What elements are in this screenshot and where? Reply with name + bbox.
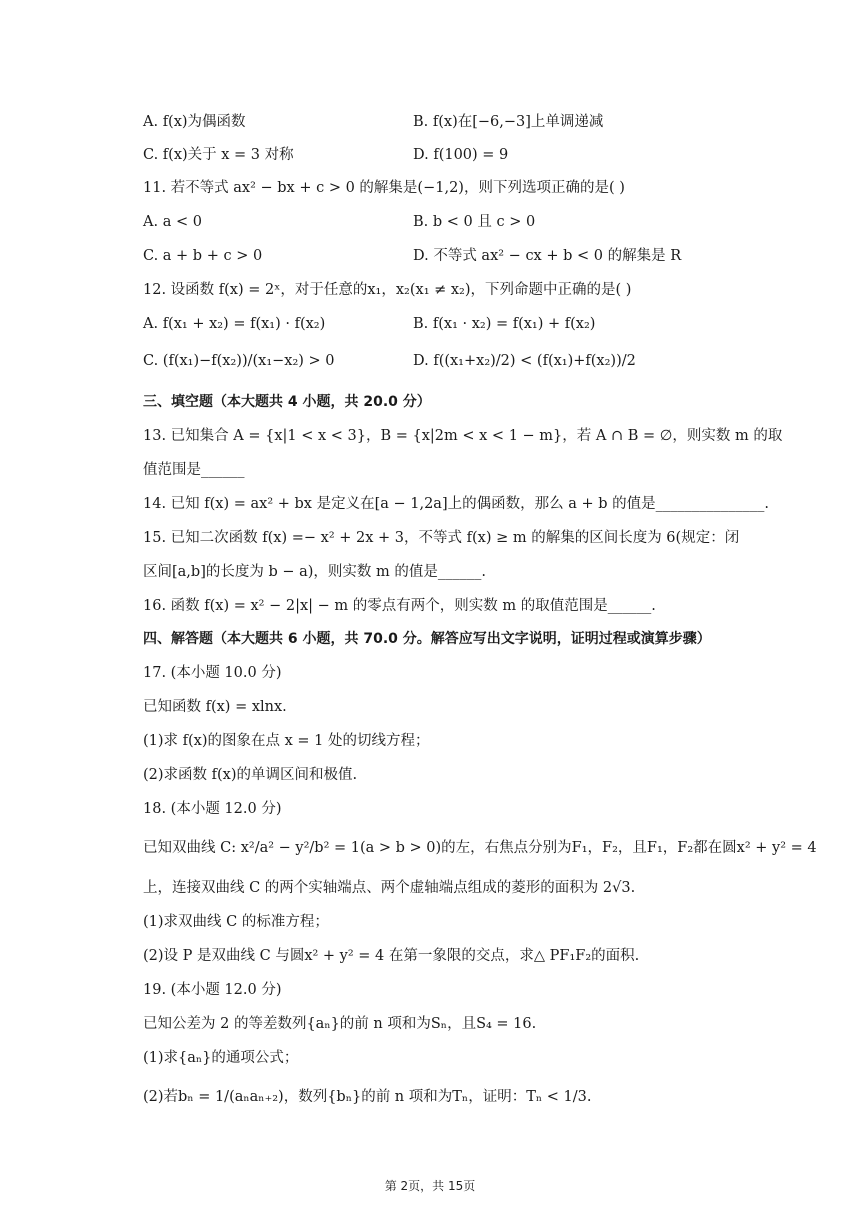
option-a: A. f(x₁ + x₂) = f(x₁) · f(x₂): [143, 316, 326, 332]
option-c: C. (f(x₁)−f(x₂))/(x₁−x₂) > 0: [143, 353, 335, 369]
question-18-part-1: (1)求双曲线 C 的标准方程；: [143, 914, 329, 930]
section-heading: 三、填空题（本大题共 4 小题，共 20.0 分）: [143, 394, 431, 410]
page-footer: 第 2页，共 15页: [384, 1179, 476, 1193]
question-11-stem: 11. 若不等式 ax² − bx + c > 0 的解集是(−1,2)，则下列选项正确的是( ): [143, 180, 625, 196]
option-d: D. 不等式 ax² − cx + b < 0 的解集是 R: [413, 248, 682, 264]
question-17-stem: 已知函数 f(x) = xlnx.: [143, 699, 287, 715]
question-15-line-1: 15. 已知二次函数 f(x) =− x² + 2x + 3，不等式 f(x) ≥ m 的解集的区间长度为 6(规定：闭: [143, 530, 740, 546]
option-a: A. a < 0: [143, 214, 202, 230]
option-d: D. f((x₁+x₂)/2) < (f(x₁)+f(x₂))/2: [413, 353, 636, 369]
question-12-stem: 12. 设函数 f(x) = 2ˣ，对于任意的x₁，x₂(x₁ ≠ x₂)，下列命题中正确的是( ): [143, 282, 632, 298]
question-18-part-2: (2)设 P 是双曲线 C 与圆x² + y² = 4 在第一象限的交点，求△ PF₁F₂的面积.: [143, 948, 640, 964]
option-a: A. f(x)为偶函数: [143, 114, 246, 130]
option-d: D. f(100) = 9: [413, 147, 509, 163]
question-15-line-2: 区间[a,b]的长度为 b − a)，则实数 m 的值是______.: [143, 564, 486, 580]
question-19-header: 19. (本小题 12.0 分): [143, 982, 282, 998]
section-heading: 四、解答题（本大题共 6 小题，共 70.0 分。解答应写出文字说明，证明过程或演算步骤）: [143, 631, 711, 647]
question-16: 16. 函数 f(x) = x² − 2|x| − m 的零点有两个，则实数 m 的取值范围是______.: [143, 598, 656, 614]
question-17-part-2: (2)求函数 f(x)的单调区间和极值.: [143, 767, 358, 783]
question-18-line-2: 上，连接双曲线 C 的两个实轴端点、两个虚轴端点组成的菱形的面积为 2√3.: [143, 880, 636, 896]
question-19-stem: 已知公差为 2 的等差数列{aₙ}的前 n 项和为Sₙ，且S₄ = 16.: [143, 1016, 537, 1032]
question-18-header: 18. (本小题 12.0 分): [143, 801, 282, 817]
question-13-line-1: 13. 已知集合 A = {x|1 < x < 3}，B = {x|2m < x < 1 − m}，若 A ∩ B = ∅，则实数 m 的取: [143, 428, 783, 444]
question-19-part-2: (2)若bₙ = 1/(aₙaₙ₊₂)，数列{bₙ}的前 n 项和为Tₙ，证明：Tₙ < 1/3.: [143, 1089, 592, 1105]
option-b: B. f(x)在[−6,−3]上单调递减: [413, 114, 604, 130]
question-19-part-1: (1)求{aₙ}的通项公式；: [143, 1050, 299, 1066]
question-18-line-1: 已知双曲线 C: x²/a² − y²/b² = 1(a > b > 0)的左，右焦点分别为F₁，F₂，且F₁，F₂都在圆x² + y² = 4: [143, 840, 817, 856]
question-13-line-2: 值范围是______: [143, 462, 245, 478]
option-c: C. f(x)关于 x = 3 对称: [143, 147, 294, 163]
option-b: B. b < 0 且 c > 0: [413, 214, 536, 230]
option-b: B. f(x₁ · x₂) = f(x₁) + f(x₂): [413, 316, 596, 332]
question-17-part-1: (1)求 f(x)的图象在点 x = 1 处的切线方程；: [143, 733, 430, 749]
option-c: C. a + b + c > 0: [143, 248, 263, 264]
question-17-header: 17. (本小题 10.0 分): [143, 665, 282, 681]
question-14: 14. 已知 f(x) = ax² + bx 是定义在[a − 1,2a]上的偶函数，那么 a + b 的值是_______________.: [143, 496, 769, 512]
